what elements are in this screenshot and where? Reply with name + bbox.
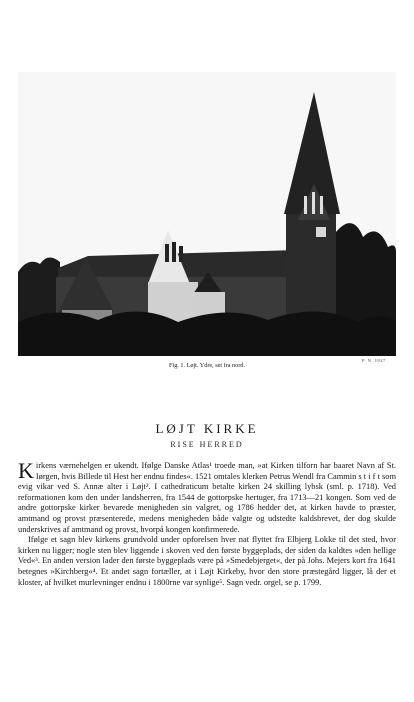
paragraph-2: Ifølge et sagn blev kirkens grundvold under opforelsen hver nat flyttet fra Elbjerg Lokke til det sted, hvor kirken nu ligger; nogle sten blev liggende i skoven ved den første byggeplads, der siden da kaldtes »den hellige Ved«³. En anden version lader den første byggeplads være på »Smedebjerget«, der på Johs. Mejers kort fra 1641 betegnes »Kirchberg«⁴. Et andet sagn fortæller, at i Løjt Kirkeby, hvor den store præstegård ligger, lå der et kloster, af hvilket murlevninger endnu i 1800rne var synlige⁵. Sagn vedr. orgel, se p. 1799.	[18, 535, 396, 587]
article-body	[18, 458, 396, 588]
paragraph-1	[18, 458, 396, 535]
church-exterior-image	[18, 72, 396, 356]
church-photograph	[18, 72, 396, 356]
paragraph-1-text: irkens værnehelgen er ukendt. Ifølge Danske Atlas¹ troede man, »at Kirken tilforn har baaret Navn af St. Iørgen, hvis Billede til Hest her endnu findes«. 1521 omtales klerken Petrus Wendl fra Cammin s t i f t som evig vikar ved S. Annæ alter i Løjt². I cathedraticum betalte kirken 24 skilling lybsk (sml. p. 1718). Ved reformationen kom den under landsherren, fra 1544 de gottorpske hertuger, fra 1713—21 kongen. Som ved de andre gottorpske kirker bevarede menigheden sin valgret, og 1786 hedder det, at kirken havde to præster, amtmand og provst præsenterede, medens menigheden både valgte og udstedte kaldsbrevet, der dog skulde underskrives af amtmand og provst, hvorpå kongen konfirmerede.	[18, 461, 396, 534]
page-title: LØJT KIRKE	[155, 421, 259, 436]
drop-cap: K	[18, 458, 34, 483]
page-subtitle: RISE HERRED	[170, 440, 244, 449]
figure-caption: Fig. 1. Løjt. Ydre, set fra nord.	[169, 362, 245, 369]
photo-credit: P. N. 1927	[362, 358, 386, 363]
